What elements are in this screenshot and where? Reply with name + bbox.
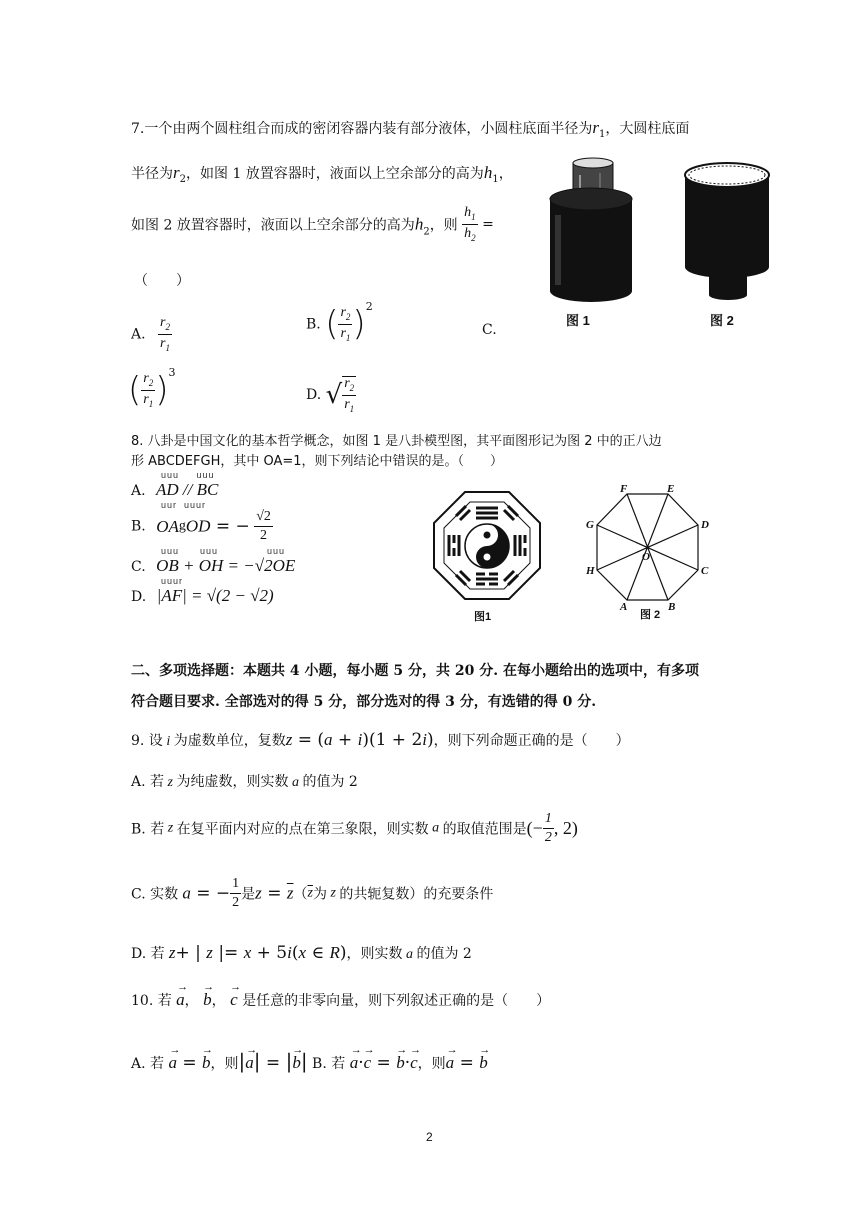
q9-option-c: C. 实数 a = − $\frac{1}{2}$ 是$z = \overline{z}(\overline{z}$为 z 的共轭复数）的充要条件 [131, 876, 494, 910]
container-figure-2 [685, 163, 769, 300]
vertex-b: B [668, 601, 676, 612]
vertex-d: D [701, 519, 709, 531]
q9-option-b: B. 若 z 在复平面内对应的点在第三象限，则实数 a 的取值范围是(− $\frac{1}{2}$ , 2) [131, 811, 578, 845]
q8-line2: 形 ABCDEFGH，其中 OA=1，则下列结论中错误的是。（ ） [131, 454, 504, 469]
q8-fig1-caption: 图1 [474, 611, 492, 623]
container-figure-1 [550, 158, 632, 302]
q7-option-c-label: C. [482, 322, 497, 338]
q10-options-ab: A. 若 → a = → b，则| → a| = | → b| B. 若 → a· → c = → b· → c，则 → a = → b [131, 1044, 491, 1073]
q7-option-a: A. $\frac{r_2}{r_1}$ [131, 315, 170, 353]
section2-line1: 二、多项选择题：本题共 4 小题，每小题 5 分，共 20 分. 在每小题给出的选项中，有多项 [131, 663, 699, 679]
vertex-e: E [667, 483, 675, 495]
q8-option-c: uuu uuu uuu C. OB + OH = −√2OE [131, 546, 296, 575]
q7-figure [540, 155, 770, 335]
vertex-o: O [642, 551, 650, 563]
q10-stem: 10. 若 → a， → b， → c 是任意的非零向量，则下列叙述正确的是（ ） [131, 981, 551, 1009]
q7-fig2-caption: 图 2 [710, 313, 734, 328]
page-number: 2 [426, 1130, 433, 1144]
q9-option-d: D. 若 z+ | z |= x + 5i(x ∈ R)，则实数 a 的值为 2 [131, 943, 472, 963]
vertex-h: H [586, 565, 595, 577]
q7-line3: 如图 2 放置容器时，液面以上空余部分的高为$h_2$，则 $\frac{h_1}{h_2}$ = [131, 205, 494, 243]
vertex-c: C [701, 565, 709, 577]
q7-line2: 半径为$r_2$，如图 1 放置容器时，液面以上空余部分的高为$h_1$， [131, 163, 513, 185]
vertex-f: F [620, 483, 628, 495]
q8-octagon-figure [582, 482, 717, 612]
vertex-a: A [620, 601, 628, 612]
q7-line1: 7.一个由两个圆柱组合而成的密闭容器内装有部分液体，小圆柱底面半径为$r_1$，大圆柱底面 [131, 118, 690, 140]
q7-option-b: B. ( $\frac{r_2}{r_1}$ )$^2$ [306, 300, 373, 345]
q7-option-d: D. √ $\frac{r_2}{r_1}$ [306, 376, 355, 414]
q9-stem: 9. 设 i 为虚数单位，复数z = (a + i)(1 + 2i)，则下列命题正确的是（ ） [131, 730, 630, 750]
q8-bagua-figure [432, 488, 542, 608]
q7-blank: （ ） [134, 273, 190, 289]
q8-fig2-caption: 图 2 [640, 609, 661, 621]
q9-option-a: A. 若 z 为纯虚数，则实数 a 的值为 2 [131, 774, 358, 790]
section2-line2: 符合题目要求. 全部选对的得 5 分，部分选对的得 3 分，有选错的得 0 分. [131, 694, 597, 710]
q7-fig1-caption: 图 1 [566, 313, 590, 328]
q8-line1: 8. 八卦是中国文化的基本哲学概念，如图 1 是八卦模型图，其平面图形记为图 2 中的正八边 [131, 434, 662, 449]
q7-option-c: ( $\frac{r_2}{r_1}$ )$^3$ [128, 366, 176, 411]
vertex-g: G [586, 519, 594, 531]
q8-option-a: uuu uuu A. AD // BC [131, 470, 219, 499]
q8-option-b: uur uuur B. OAgOD = − $\frac{√2}{2}$ [131, 500, 271, 543]
q8-option-d: uuur D. |AF| = √(2 − √2) [131, 576, 274, 605]
